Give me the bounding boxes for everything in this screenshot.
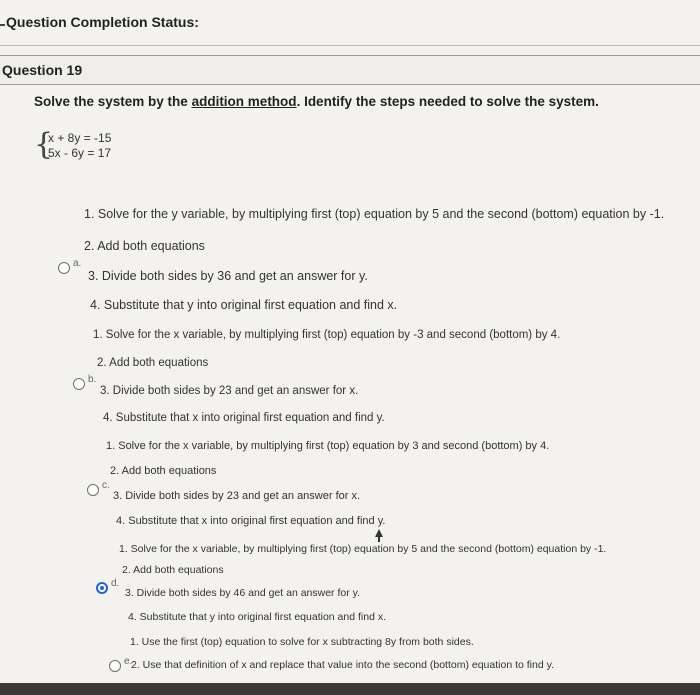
option-b-step-1: 1. Solve for the x variable, by multiplying first (top) equation by -3 and second (bottom) by 4. <box>93 329 561 341</box>
divider <box>0 45 700 46</box>
option-letter: b. <box>88 374 97 385</box>
option-a-step-1: 1. Solve for the y variable, by multiplying first (top) equation by 5 and the second (bottom) equation by -1. <box>84 207 665 221</box>
option-c-step-4: 4. Substitute that x into original first equation and find y. <box>116 515 386 527</box>
option-b-step-3: 3. Divide both sides by 23 and get an answer for x. <box>100 385 359 397</box>
option-e-step-2: 2. Use that definition of x and replace that value into the second (bottom) equation to find y. <box>131 659 554 671</box>
option-e-radio[interactable] <box>109 656 133 672</box>
radio-icon[interactable] <box>109 660 121 672</box>
option-c-step-1: 1. Solve for the x variable, by multiplying first (top) equation by 3 and second (bottom) by 4. <box>106 440 550 452</box>
brace-icon: { <box>34 127 54 162</box>
completion-status-title: Question Completion Status: <box>6 14 199 30</box>
option-a-step-3: 3. Divide both sides by 36 and get an answer for y. <box>88 269 368 283</box>
status-marker <box>0 24 5 26</box>
option-d-step-1: 1. Solve for the x variable, by multiplying first (top) equation by 5 and the second (bottom) equation by -1. <box>119 543 607 555</box>
option-letter: e. <box>124 656 133 667</box>
mouse-cursor-stem <box>378 537 380 542</box>
prompt-text-end: . Identify the steps needed to solve the system. <box>296 94 599 109</box>
radio-icon[interactable] <box>87 484 99 496</box>
option-a-step-2: 2. Add both equations <box>84 239 205 253</box>
option-e-step-1: 1. Use the first (top) equation to solve for x subtracting 8y from both sides. <box>130 636 474 648</box>
mouse-cursor-icon <box>375 529 383 537</box>
radio-icon[interactable] <box>73 378 85 390</box>
option-c-radio[interactable] <box>87 480 110 496</box>
option-b-radio[interactable] <box>73 374 97 390</box>
option-letter: c. <box>102 480 110 491</box>
option-letter: a. <box>73 258 82 269</box>
radio-icon[interactable] <box>58 262 70 274</box>
option-d-step-4: 4. Substitute that y into original first equation and find x. <box>128 611 386 623</box>
equation-top: x + 8y = -15 <box>48 131 112 145</box>
question-title: Question 19 <box>2 62 83 78</box>
option-d-radio[interactable] <box>96 578 120 594</box>
equation-bottom: 5x - 6y = 17 <box>48 146 112 160</box>
option-letter: d. <box>111 578 120 589</box>
option-a-step-4: 4. Substitute that y into original first equation and find x. <box>90 298 398 312</box>
option-c-step-3: 3. Divide both sides by 23 and get an answer for x. <box>113 490 361 502</box>
prompt-method: addition method <box>191 94 297 109</box>
prompt-text-start: Solve the system by the <box>34 94 192 109</box>
option-b-step-4: 4. Substitute that x into original first equation and find y. <box>103 412 385 424</box>
option-d-step-3: 3. Divide both sides by 46 and get an answer for y. <box>125 587 361 599</box>
question-header <box>0 55 700 85</box>
radio-selected-icon[interactable] <box>96 582 108 594</box>
option-d-step-2: 2. Add both equations <box>122 564 224 576</box>
option-b-step-2: 2. Add both equations <box>97 357 209 369</box>
option-c-step-2: 2. Add both equations <box>110 465 217 477</box>
option-a-radio[interactable] <box>58 258 82 274</box>
screen-bezel <box>0 683 700 695</box>
question-prompt <box>34 94 599 109</box>
